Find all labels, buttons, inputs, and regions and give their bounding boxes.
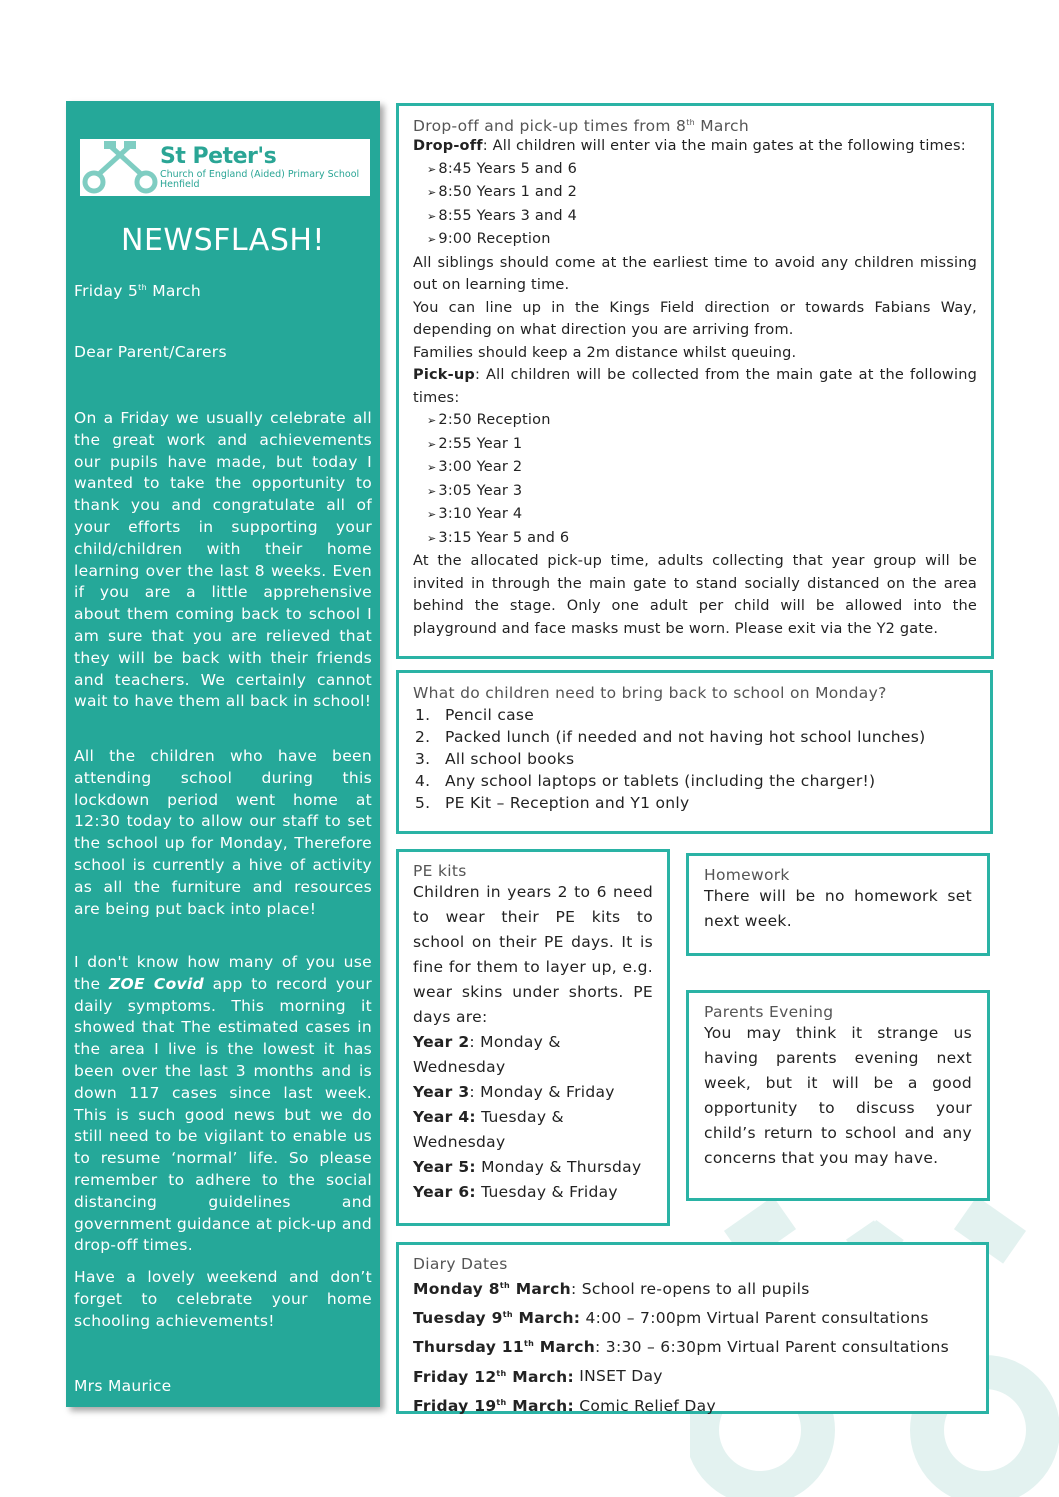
siblings-note: All siblings should come at the earliest time to avoid any children missing out on learning time. [413,254,977,293]
dropoff-pickup-box [396,103,994,659]
parents-evening-text: You may think it strange us having parents evening next week, but it will be a good opportunity to discuss your child’s return to school and any concerns that you may have. [704,1024,972,1167]
paragraph-lockdown: All the children who have been attending school during this lockdown period went home at 12:30 today to allow our staff to set the school up for Monday, Therefore school is currently a hive of activity as all the furniture and resources are being put back into place! [74,747,372,918]
dropoff-title: Drop-off and pick-up times from 8th March [413,117,749,135]
bring-back-list [413,704,976,814]
pickup-intro: Pick-up: All children will be collected from the main gate at the following times: [413,367,977,406]
greeting: Dear Parent/Carers [74,343,227,361]
school-location: Henfield [160,179,200,190]
pe-day: Year 6: Tuesday & Friday [413,1183,618,1201]
homework-text: There will be no homework set next week. [704,887,972,930]
paragraph-zoe: I don't know how many of you use the ZOE Covid app to record your daily symptoms. This morning it showed that The estimated cases in the area I live is the lowest it has been over the last 3 months and is down 117 cases since last week. This is such good news but we do still need to be vigilant to enable us to resume ‘normal’ life. So please remember to adhere to the social distancing guidelines and government guidance at pick-up and drop-off times. [74,953,372,1255]
pe-day: Year 5: Monday & Thursday [413,1158,642,1176]
diary-entry: Tuesday 9th March: 4:00 – 7:00pm Virtual Parent consultations [413,1309,929,1328]
dropoff-intro: Drop-off: All children will enter via the main gates at the following times: [413,138,966,154]
pe-kits-intro: Children in years 2 to 6 need to wear their PE kits to school on their PE days. It is fine for them to layer up, e.g. wear skins under shorts. PE days are: [413,883,653,1026]
parents-evening-box [686,990,990,1201]
bring-back-box [396,670,993,834]
pickup-time: ➢ 2:55 Year 1 [413,433,977,457]
signature: Mrs Maurice [74,1377,172,1395]
dropoff-time: ➢ 9:00 Reception [413,228,977,252]
school-subtitle: Church of England (Aided) Primary School [160,168,360,180]
homework-box [686,853,990,956]
newsflash-sidebar [66,101,380,1407]
diary-entry: Thursday 11th March: 3:30 – 6:30pm Virtual Parent consultations [413,1338,949,1357]
newsletter-date: Friday 5th March [74,282,201,301]
diary-dates-box [396,1242,989,1414]
crossed-keys-icon [80,139,160,196]
diary-entry: Friday 12th March: INSET Day [413,1367,663,1386]
paragraph-weekend: Have a lovely weekend and don’t forget to celebrate your home schooling achievements! [74,1268,372,1330]
bring-back-title: What do children need to bring back to school on Monday? [413,684,887,702]
dropoff-time: ➢ 8:55 Years 3 and 4 [413,205,977,229]
diary-dates-title: Diary Dates [413,1255,508,1273]
pe-kits-box [396,849,670,1226]
pe-day: Year 4: Tuesday & Wednesday [413,1108,564,1151]
list-item: 4. Any school laptops or tablets (including the charger!) [415,772,876,790]
diary-entry: Monday 8th March: School re-opens to all pupils [413,1280,810,1299]
diary-entry: Friday 19th March: Comic Relief Day [413,1396,716,1415]
pickup-time: ➢ 3:15 Year 5 and 6 [413,527,977,551]
pe-kits-title: PE kits [413,862,467,880]
school-name: St Peter's [160,143,277,169]
pe-day: Year 2: Monday & Wednesday [413,1033,561,1076]
distance-note: Families should keep a 2m distance whilst queuing. [413,344,797,361]
parents-evening-title: Parents Evening [704,1003,834,1021]
pickup-time: ➢ 3:00 Year 2 [413,456,977,480]
homework-title: Homework [704,866,790,884]
school-logo [80,139,370,196]
pe-day: Year 3: Monday & Friday [413,1083,615,1101]
newsflash-heading: NEWSFLASH! [121,223,325,258]
pickup-time: ➢ 3:05 Year 3 [413,480,977,504]
pickup-time: ➢ 2:50 Reception [413,409,977,433]
allocated-note: At the allocated pick-up time, adults collecting that year group will be invited in through the main gate to stand socially distanced on the area behind the stage. Only one adult per child will be allowed into the playground and face masks must be worn. Please exit via the Y2 gate. [413,553,977,637]
list-item: 1. Pencil case [415,706,535,724]
dropoff-time: ➢ 8:50 Years 1 and 2 [413,181,977,205]
lineup-note: You can line up in the Kings Field direction or towards Fabians Way, depending on what direction you are arriving from. [413,299,977,338]
paragraph-thanks: On a Friday we usually celebrate all the great work and achievements our pupils have made, but today I wanted to take the opportunity to thank you and congratulate all of your efforts in supporting your child/children with their home learning over the last 8 weeks. Even if you are a little apprehensive about them coming back to school I am sure that you are relieved that they will be back with their friends and teachers. We certainly cannot wait to have them all back in school! [74,409,372,711]
list-item: 5. PE Kit – Reception and Y1 only [415,794,690,812]
pickup-time: ➢ 3:10 Year 4 [413,503,977,527]
list-item: 3. All school books [415,750,575,768]
dropoff-time: ➢ 8:45 Years 5 and 6 [413,158,977,182]
list-item: 2. Packed lunch (if needed and not having hot school lunches) [415,728,926,746]
